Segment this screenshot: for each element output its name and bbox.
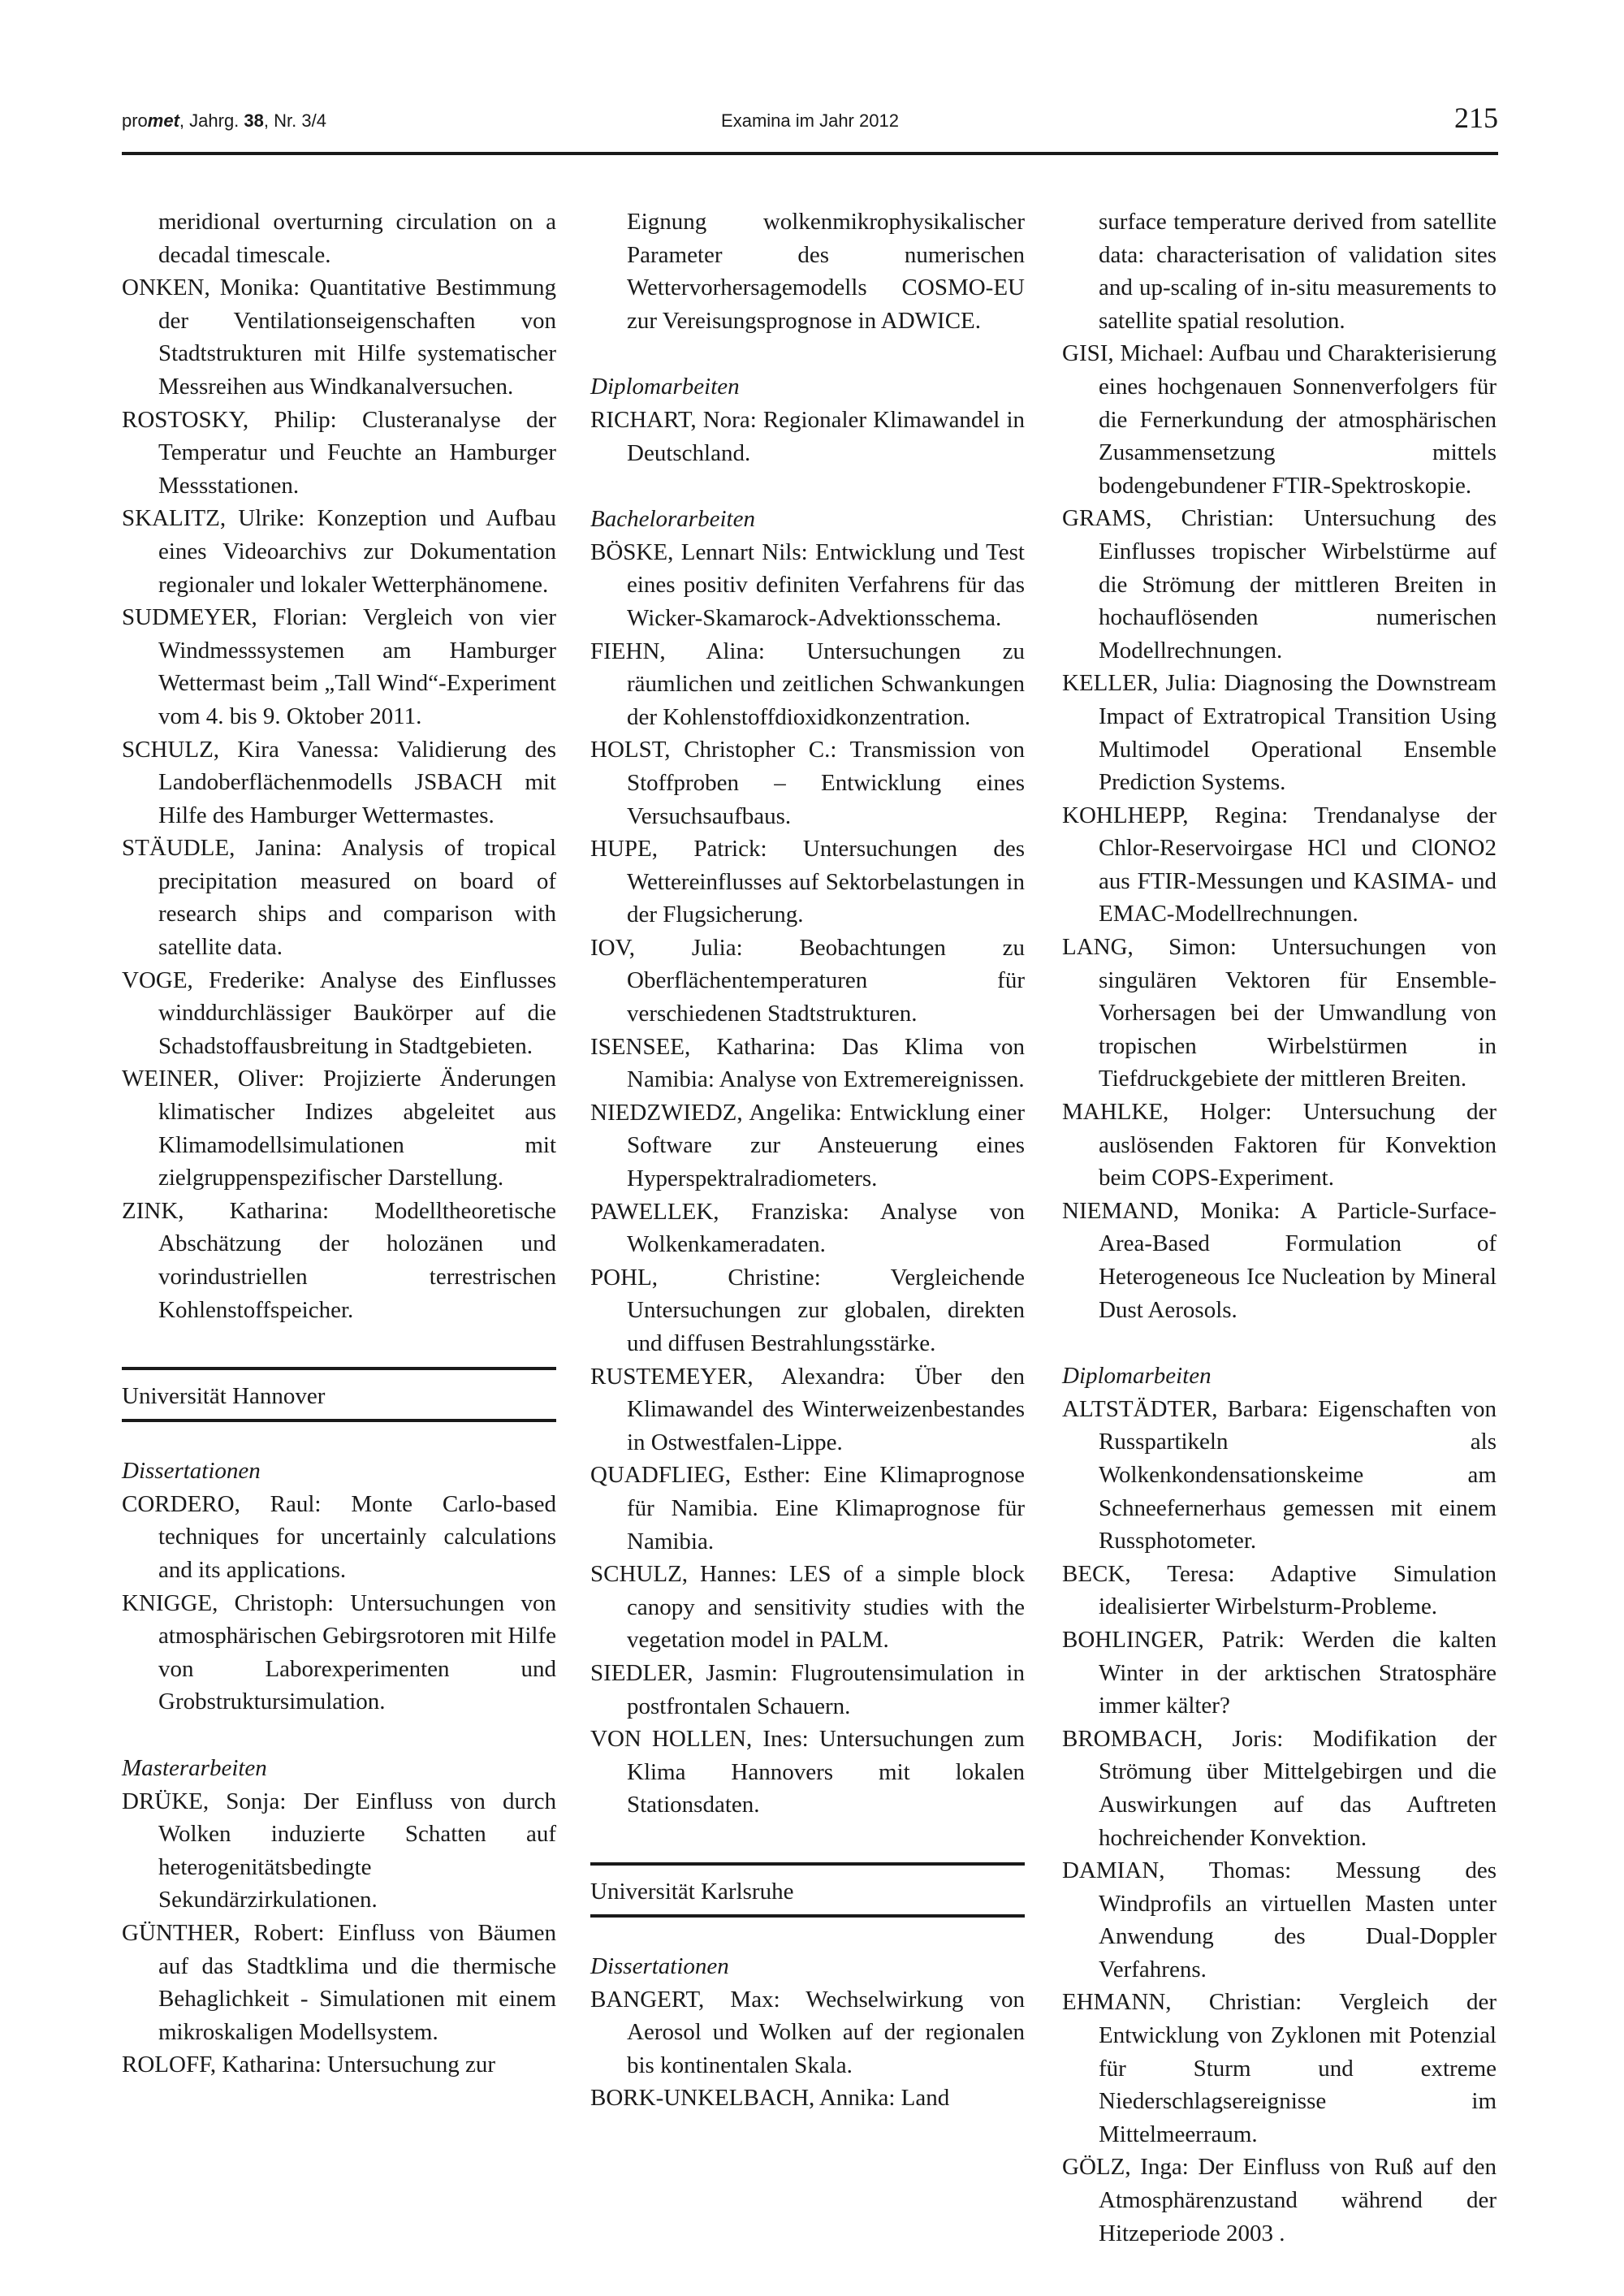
list-item: SCHULZ, Kira Vanessa: Validierung des Landoberflächenmodells JSBACH mit Hilfe des Hamburger Wettermastes. xyxy=(122,736,556,828)
list-item: KOHLHEPP, Regina: Trendanalyse der Chlor-Reservoirgase HCl und ClONO2 aus FTIR-Messungen und KASIMA- und EMAC-Modellrechnungen. xyxy=(1062,802,1497,927)
category-heading: Dissertationen xyxy=(122,1458,261,1485)
list-item: MAHLKE, Holger: Untersuchung der auslösenden Faktoren für Konvektion beim COPS-Experiment. xyxy=(1062,1099,1497,1191)
section-heading-hannover xyxy=(122,1367,556,1422)
list-item: LANG, Simon: Untersuchungen von singulären Vektoren für Ensemble-Vorhersagen bei der Umwandlung von tropischen Wirbelstürmen in Tiefdruckgebiete der mittleren Breiten. xyxy=(1062,934,1497,1092)
list-item: KNIGGE, Christoph: Untersuchungen von atmosphärischen Gebirgsrotoren mit Hilfe von Laborexperimenten und Grobstruktursimulation. xyxy=(122,1589,556,1715)
running-title: Examina im Jahr 2012 xyxy=(721,110,899,131)
list-item: BÖSKE, Lennart Nils: Entwicklung und Test eines positiv definiten Verfahrens für das Wicker-Skamarock-Advektionsschema. xyxy=(590,538,1025,631)
list-item: DAMIAN, Thomas: Messung des Windprofils an virtuellen Masten unter Anwendung des Dual-Doppler Verfahrens. xyxy=(1062,1857,1497,1983)
list-item: STÄUDLE, Janina: Analysis of tropical precipitation measured on board of research ships and comparison with satellite data. xyxy=(122,835,556,961)
list-item: NIEMAND, Monika: A Particle-Surface-Area-Based Formulation of Heterogeneous Ice Nucleation by Mineral Dust Aerosols. xyxy=(1062,1197,1497,1323)
list-item: ALTSTÄDTER, Barbara: Eigenschaften von Russpartikeln als Wolkenkondensationskeime am Schneefernerhaus gemessen mit einem Russphotometer. xyxy=(1062,1395,1497,1554)
page-header xyxy=(122,96,1498,156)
column-2 xyxy=(590,205,1025,2115)
section-heading-karlsruhe xyxy=(590,1862,1025,1918)
list-item: FIEHN, Alina: Untersuchungen zu räumlichen und zeitlichen Schwankungen der Kohlenstoffdioxidkonzentration. xyxy=(590,638,1025,730)
category-heading: Dissertationen xyxy=(590,1952,729,1979)
list-item: SKALITZ, Ulrike: Konzeption und Aufbau eines Videoarchivs zur Dokumentation regionaler und lokaler Wetterphänomene. xyxy=(122,505,556,598)
list-item: CORDERO, Raul: Monte Carlo-based techniques for uncertainly calculations and its applications. xyxy=(122,1490,556,1583)
list-item: PAWELLEK, Franziska: Analyse von Wolkenkameradaten. xyxy=(590,1198,1025,1258)
list-item: SCHULZ, Hannes: LES of a simple block canopy and sensitivity studies with the vegetation model in PALM. xyxy=(590,1561,1025,1654)
list-item: RUSTEMEYER, Alexandra: Über den Klimawandel des Winterweizenbestandes in Ostwestfalen-Lippe. xyxy=(590,1363,1025,1455)
list-item: BANGERT, Max: Wechselwirkung von Aerosol und Wolken auf der regionalen bis kontinentalen Skala. xyxy=(590,1986,1025,2078)
continued-entry: Eignung wolkenmikrophysikalischer Parameter des numerischen Wettervorhersagemodells COSMO-EU zur Vereisungsprognose in ADWICE. xyxy=(627,209,1025,334)
list-item: NIEDZWIEDZ, Angelika: Entwicklung einer Software zur Ansteuerung eines Hyperspektralradiometers. xyxy=(590,1099,1025,1192)
category-heading: Diplomarbeiten xyxy=(590,374,740,400)
spacer xyxy=(122,1719,556,1752)
journal-reference: promet, Jahrg. 38, Nr. 3/4 xyxy=(122,110,326,131)
list-item: BOHLINGER, Patrik: Werden die kalten Winter in der arktischen Stratosphäre immer kälter? xyxy=(1062,1626,1497,1719)
section-rule-bottom xyxy=(122,1419,556,1422)
column-3 xyxy=(1062,205,1497,2250)
list-item: SIEDLER, Jasmin: Flugroutensimulation in postfrontalen Schauern. xyxy=(590,1659,1025,1719)
list-item: RICHART, Nora: Regionaler Klimawandel in Deutschland. xyxy=(590,406,1025,466)
column-1 xyxy=(122,205,556,2082)
page-number: 215 xyxy=(1454,102,1498,134)
list-item: BROMBACH, Joris: Modifikation der Strömung über Mittelgebirgen und die Auswirkungen auf das Auftreten hochreichender Konvektion. xyxy=(1062,1725,1497,1851)
list-item: IOV, Julia: Beobachtungen zu Oberflächentemperaturen für verschiedenen Stadtstrukturen. xyxy=(590,934,1025,1027)
list-item: VOGE, Frederike: Analyse des Einflusses winddurchlässiger Baukörper auf die Schadstoffausbreitung in Stadtgebieten. xyxy=(122,966,556,1059)
list-item: GÜNTHER, Robert: Einfluss von Bäumen auf das Stadtklima und die thermische Behaglichkeit - Simulationen mit einem mikroskaligen Modellsystem. xyxy=(122,1919,556,2045)
list-item: BORK-UNKELBACH, Annika: Land xyxy=(590,2085,950,2112)
list-item: GRAMS, Christian: Untersuchung des Einflusses tropischer Wirbelstürme auf die Strömung der mittleren Breiten in hochauflösenden numerischen Modellrechnungen. xyxy=(1062,505,1497,664)
list-item: POHL, Christine: Vergleichende Untersuchungen zur globalen, direkten und diffusen Bestrahlungsstärke. xyxy=(590,1264,1025,1356)
list-item: HOLST, Christopher C.: Transmission von Stoffproben – Entwicklung eines Versuchsaufbaus. xyxy=(590,737,1025,829)
list-item: ONKEN, Monika: Quantitative Bestimmung der Ventilationseigenschaften von Stadtstrukturen mit Hilfe systematischer Messreihen aus Windkanalversuchen. xyxy=(122,275,556,400)
list-item: DRÜKE, Sonja: Der Einfluss von durch Wolken induzierte Schatten auf heterogenitätsbedingte Sekundärzirkulationen. xyxy=(122,1788,556,1913)
section-rule-bottom xyxy=(590,1914,1025,1918)
list-item: QUADFLIEG, Esther: Eine Klimaprognose für Namibia. Eine Klimaprognose für Namibia. xyxy=(590,1462,1025,1554)
list-item: ZINK, Katharina: Modelltheoretische Abschätzung der holozänen und vorindustriellen terrestrischen Kohlenstoffspeicher. xyxy=(122,1197,556,1323)
continued-entry: meridional overturning circulation on a decadal timescale. xyxy=(158,209,556,268)
list-item: BECK, Teresa: Adaptive Simulation idealisierter Wirbelsturm-Probleme. xyxy=(1062,1560,1497,1620)
section-title: Universität Karlsruhe xyxy=(590,1878,794,1905)
spacer xyxy=(590,469,1025,503)
section-title: Universität Hannover xyxy=(122,1383,326,1410)
category-heading: Bachelorarbeiten xyxy=(590,506,755,533)
spacer xyxy=(1062,1326,1497,1360)
spacer xyxy=(590,337,1025,370)
continued-entry: surface temperature derived from satellite data: characterisation of validation sites and up-scaling of in-situ measurements to satellite spatial resolution. xyxy=(1099,209,1497,334)
list-item: KELLER, Julia: Diagnosing the Downstream Impact of Extratropical Transition Using Multimodel Operational Ensemble Prediction Systems. xyxy=(1062,670,1497,796)
list-item: SUDMEYER, Florian: Vergleich von vier Windmesssystemen am Hamburger Wettermast beim „Tall Wind“-Experiment vom 4. bis 9. Oktober 2011. xyxy=(122,604,556,729)
list-item: GISI, Michael: Aufbau und Charakterisierung eines hochgenauen Sonnenverfolgers für die Fernerkundung der atmosphärischen Zusammensetzung mittels bodengebundener FTIR-Spektroskopie. xyxy=(1062,340,1497,499)
list-item: EHMANN, Christian: Vergleich der Entwicklung von Zyklonen mit Potenzial für Sturm und extreme Niederschlagsereignisse im Mittelmeerraum. xyxy=(1062,1989,1497,2147)
list-item: WEINER, Oliver: Projizierte Änderungen klimatischer Indizes abgeleitet aus Klimamodellsimulationen mit zielgruppenspezifischer Darstellung. xyxy=(122,1066,556,1191)
list-item: HUPE, Patrick: Untersuchungen des Wettereinflusses auf Sektorbelastungen in der Flugsicherung. xyxy=(590,836,1025,928)
category-heading: Masterarbeiten xyxy=(122,1754,267,1781)
category-heading: Diplomarbeiten xyxy=(1062,1363,1212,1390)
list-item: ROSTOSKY, Philip: Clusteranalyse der Temperatur und Feuchte an Hamburger Messstationen. xyxy=(122,406,556,499)
list-item: ISENSEE, Katharina: Das Klima von Namibia: Analyse von Extremereignissen. xyxy=(590,1033,1025,1093)
list-item: ROLOFF, Katharina: Untersuchung zur xyxy=(122,2052,495,2078)
list-item: GÖLZ, Inga: Der Einfluss von Ruß auf den Atmosphärenzustand während der Hitzeperiode 2003 . xyxy=(1062,2154,1497,2246)
header-rule xyxy=(122,152,1498,155)
list-item: VON HOLLEN, Ines: Untersuchungen zum Klima Hannovers mit lokalen Stationsdaten. xyxy=(590,1726,1025,1818)
